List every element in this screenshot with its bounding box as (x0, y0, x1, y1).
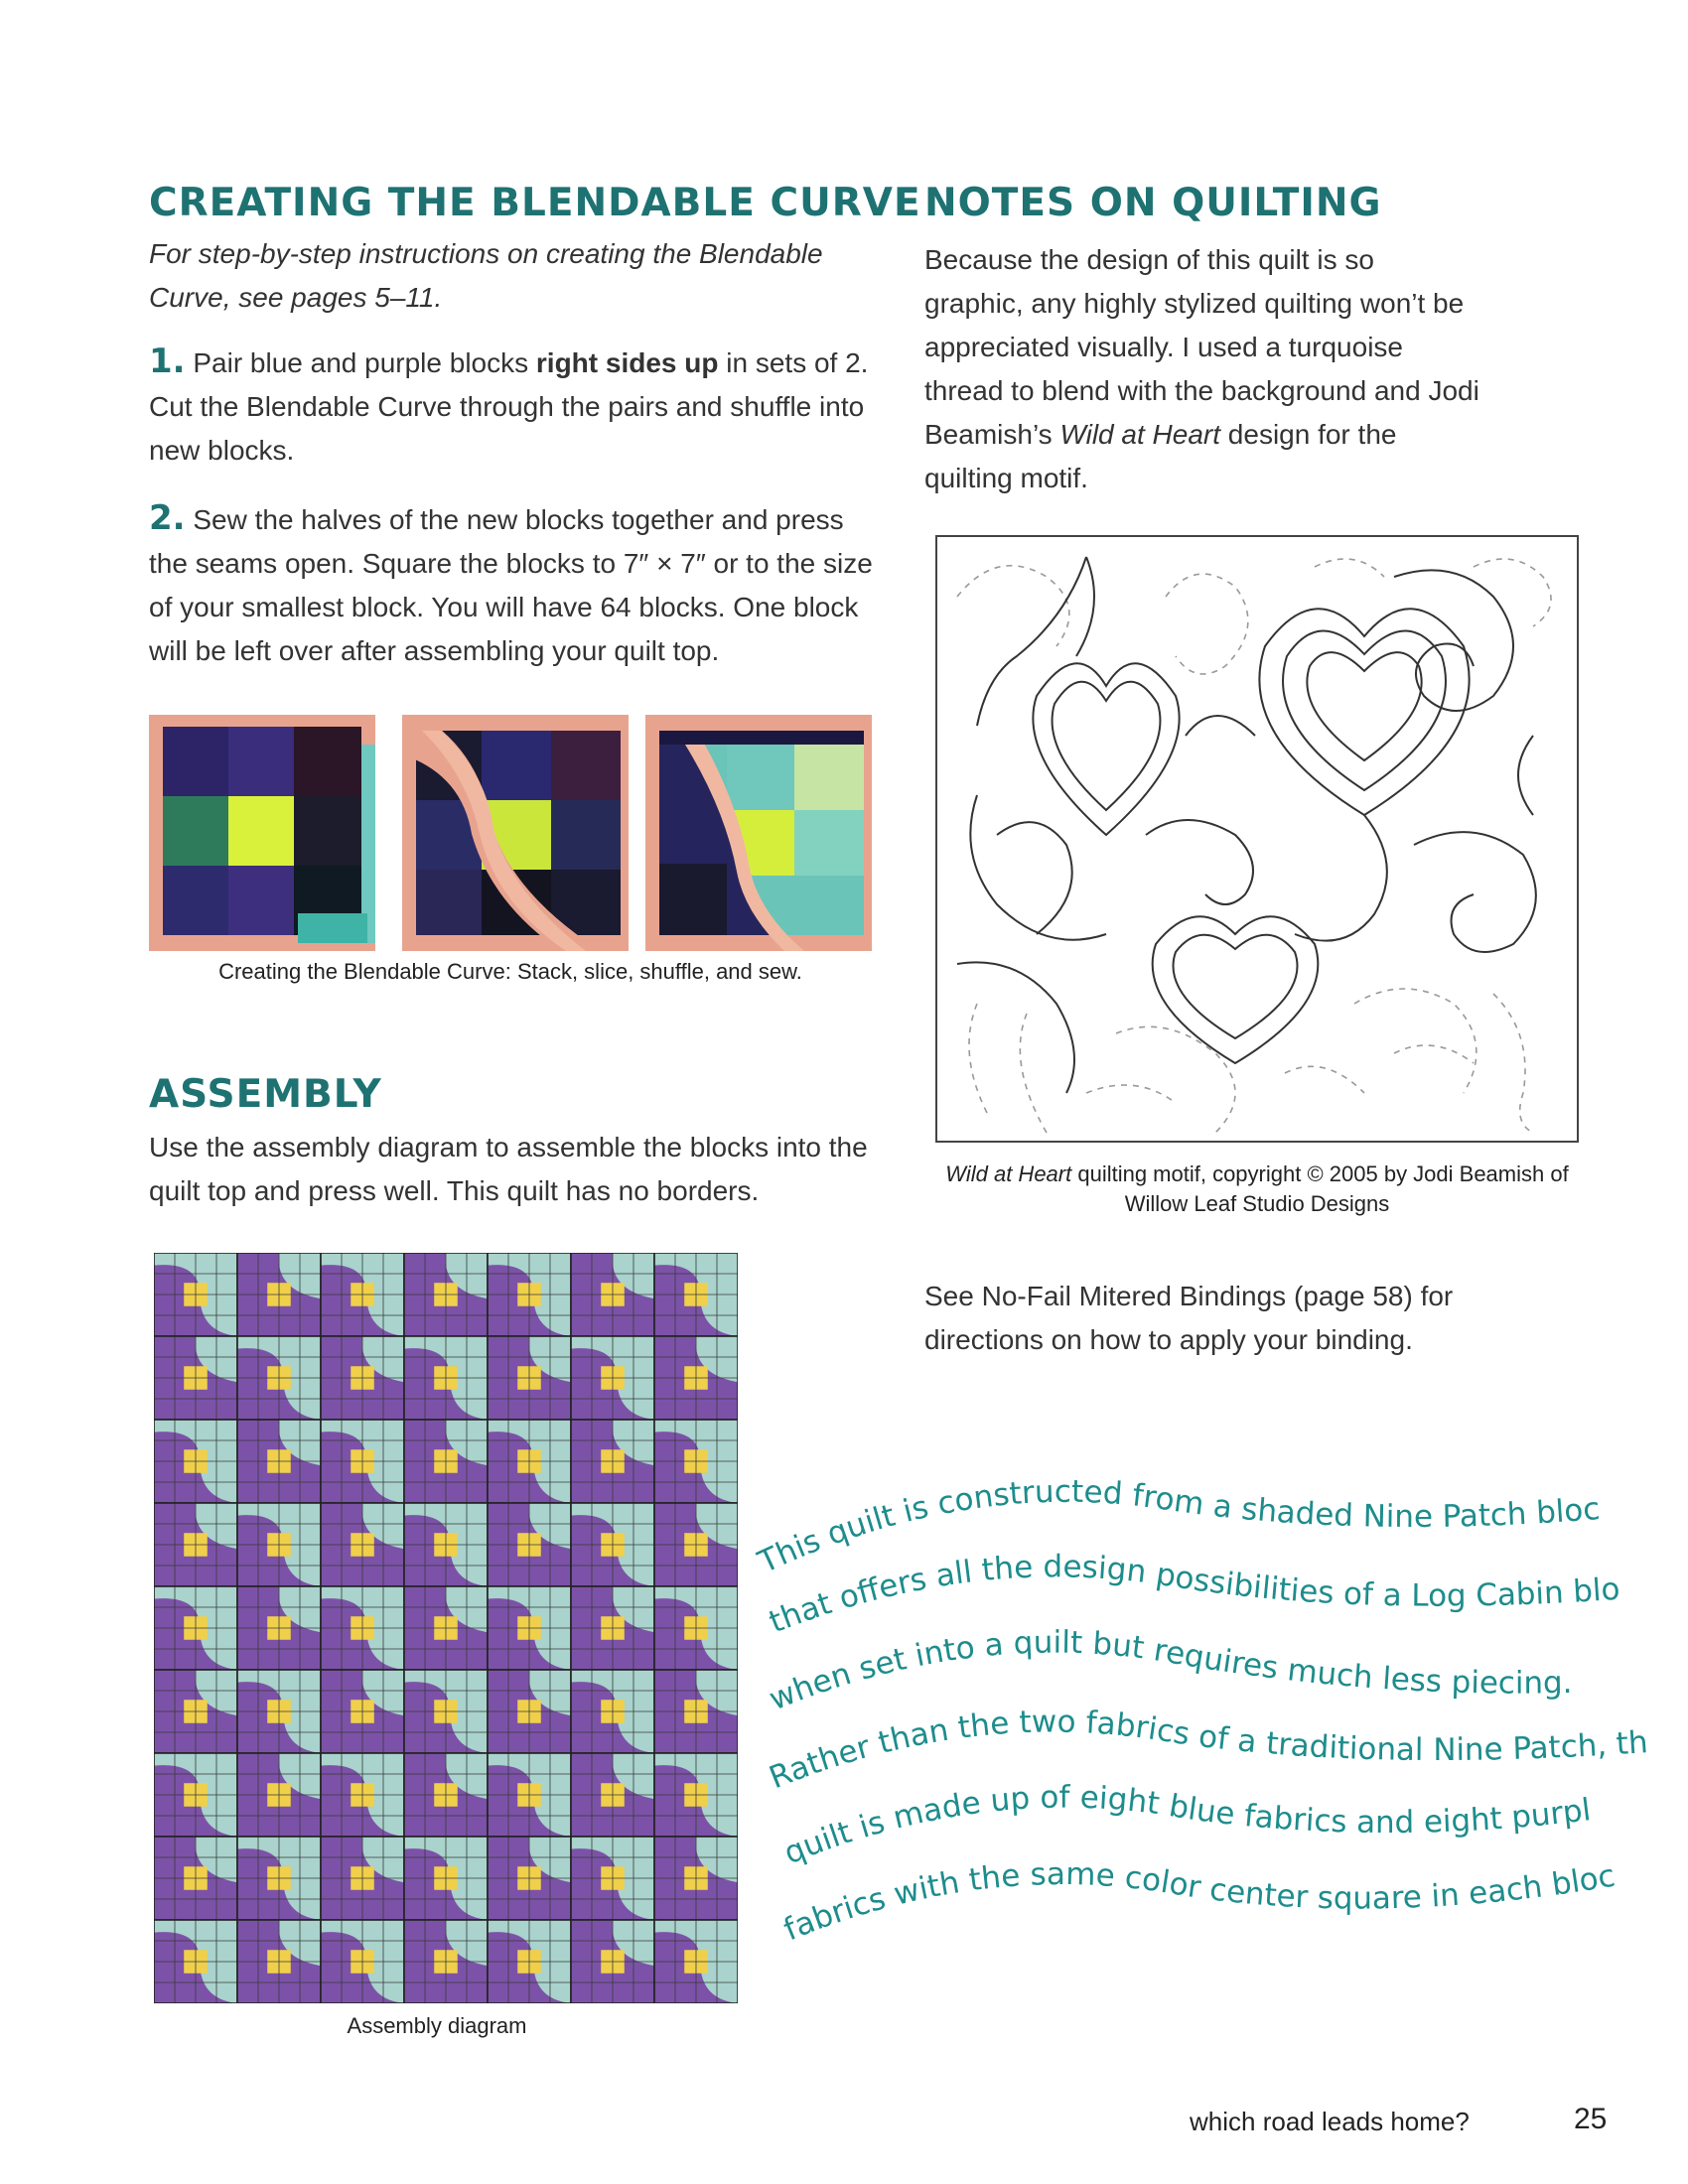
quilt-block (154, 1920, 237, 2003)
quilt-block (488, 1753, 571, 1837)
quilt-block (237, 1670, 321, 1753)
quilt-block (404, 1920, 488, 2003)
quilt-block (404, 1586, 488, 1670)
quilt-block (404, 1503, 488, 1586)
pull-quote-line-5: quilt is made up of eight blue fabrics and eight purpl (778, 1779, 1594, 1872)
quilt-block (571, 1503, 654, 1586)
quilt-block (488, 1420, 571, 1503)
footer-book-title: which road leads home? (1190, 2107, 1470, 2136)
quilt-block (154, 1670, 237, 1753)
quilt-block (321, 1503, 404, 1586)
quilt-block (571, 1336, 654, 1420)
pull-quote-line-6: fabrics with the same color center square in each bloc (778, 1855, 1618, 1949)
step-1-text-post: in sets of 2. Cut the Blendable Curve through the pairs and shuffle into new blocks. (149, 347, 869, 466)
quilt-block (571, 1920, 654, 2003)
heading-blendable-curve: CREATING THE BLENDABLE CURVE (149, 181, 921, 225)
photo-stack (149, 715, 375, 951)
quilt-block (654, 1586, 738, 1670)
quilt-block (321, 1920, 404, 2003)
quilt-block (237, 1420, 321, 1503)
quilt-block (237, 1920, 321, 2003)
quilt-block (488, 1253, 571, 1336)
quilt-block (154, 1336, 237, 1420)
quilting-notes-post: design for the quilting motif. (924, 419, 1397, 493)
quilt-block (654, 1670, 738, 1753)
quilting-motif-caption (935, 1160, 1579, 1219)
assembly-diagram-graphic (154, 1253, 738, 2003)
quilt-block (488, 1920, 571, 2003)
quilt-block (237, 1586, 321, 1670)
quilting-notes-pre: Because the design of this quilt is so graphic, any highly stylized quilting won’t be appreciated visually. I used a turquoise thread to blend with the background and Jodi Beamish’s (924, 244, 1479, 450)
quilt-block (654, 1503, 738, 1586)
quilt-block (154, 1420, 237, 1503)
assembly-diagram-caption: Assembly diagram (347, 2013, 527, 2038)
quilt-block (404, 1837, 488, 1920)
quilt-block (321, 1586, 404, 1670)
step-1 (149, 340, 884, 473)
quilt-block (571, 1837, 654, 1920)
quilt-block (654, 1336, 738, 1420)
quilt-block (404, 1253, 488, 1336)
pull-quote-line-2: that offers all the design possibilities of a Log Cabin blo (764, 1549, 1621, 1641)
photo-slice (402, 715, 629, 951)
quilt-block (571, 1420, 654, 1503)
quilt-block (321, 1253, 404, 1336)
quilt-block (654, 1837, 738, 1920)
quilt-block (571, 1586, 654, 1670)
quilt-block (654, 1253, 738, 1336)
quilt-block (237, 1753, 321, 1837)
quilting-motif-caption-italic: Wild at Heart (945, 1161, 1072, 1186)
quilt-block (237, 1503, 321, 1586)
step-2 (149, 496, 884, 673)
step-2-text: Sew the halves of the new blocks together and press the seams open. Square the blocks to 7″ × 7″ or to the size of your smallest block. You will have 64 blocks. One block will be left over after assembling your quilt top. (149, 504, 873, 666)
quilt-block (404, 1753, 488, 1837)
quilt-block (237, 1336, 321, 1420)
assembly-diagram (154, 1253, 738, 2003)
quilting-motif-image (935, 535, 1579, 1143)
quilt-block (488, 1503, 571, 1586)
quilt-block (154, 1503, 237, 1586)
quilt-block (571, 1753, 654, 1837)
quilt-block (321, 1837, 404, 1920)
quilt-block (154, 1586, 237, 1670)
quilt-block (154, 1253, 237, 1336)
heading-assembly: ASSEMBLY (149, 1072, 382, 1117)
quilt-block (571, 1670, 654, 1753)
step-1-number: 1. (149, 341, 186, 381)
page-number: 25 (1574, 2103, 1608, 2135)
quilt-block (654, 1920, 738, 2003)
quilt-block (154, 1753, 237, 1837)
quilt-block (404, 1420, 488, 1503)
quilt-block (488, 1837, 571, 1920)
quilting-notes-italic: Wild at Heart (1059, 419, 1221, 450)
quilt-block (488, 1336, 571, 1420)
photos-caption: Creating the Blendable Curve: Stack, slice, shuffle, and sew. (218, 959, 802, 984)
pull-quote-line-4: Rather than the two fabrics of a traditional Nine Patch, th (764, 1704, 1649, 1797)
quilting-notes-text (924, 238, 1480, 500)
step-2-number: 2. (149, 498, 186, 538)
intro-text: For step-by-step instructions on creating the Blendable Curve, see pages 5–11. (149, 238, 823, 313)
quilt-block (488, 1586, 571, 1670)
binding-text: See No-Fail Mitered Bindings (page 58) for directions on how to apply your binding. (924, 1281, 1454, 1355)
quilt-block (237, 1253, 321, 1336)
photo-shuffle (645, 715, 872, 951)
quilt-block (321, 1753, 404, 1837)
step-1-text-pre: Pair blue and purple blocks (193, 347, 536, 378)
quilt-block (404, 1670, 488, 1753)
pull-quote-line-3: when set into a quilt but requires much less piecing. (764, 1624, 1573, 1718)
quilt-block (571, 1253, 654, 1336)
quilt-block (488, 1670, 571, 1753)
quilt-block (154, 1837, 237, 1920)
pull-quote-line-1: This quilt is constructed from a shaded Nine Patch bloc (753, 1473, 1602, 1581)
quilt-block (404, 1336, 488, 1420)
quilt-block (321, 1420, 404, 1503)
step-1-bold: right sides up (535, 347, 719, 378)
quilt-block (321, 1670, 404, 1753)
assembly-text: Use the assembly diagram to assemble the blocks into the quilt top and press well. This quilt has no borders. (149, 1132, 868, 1206)
quilting-motif-caption-rest: quilting motif, copyright © 2005 by Jodi Beamish of Willow Leaf Studio Designs (1071, 1161, 1569, 1216)
quilt-block (321, 1336, 404, 1420)
heading-notes-on-quilting: NOTES ON QUILTING (924, 181, 1382, 225)
quilt-block (654, 1420, 738, 1503)
quilt-block (237, 1837, 321, 1920)
pull-quote (745, 1469, 1658, 1985)
quilt-block (654, 1753, 738, 1837)
